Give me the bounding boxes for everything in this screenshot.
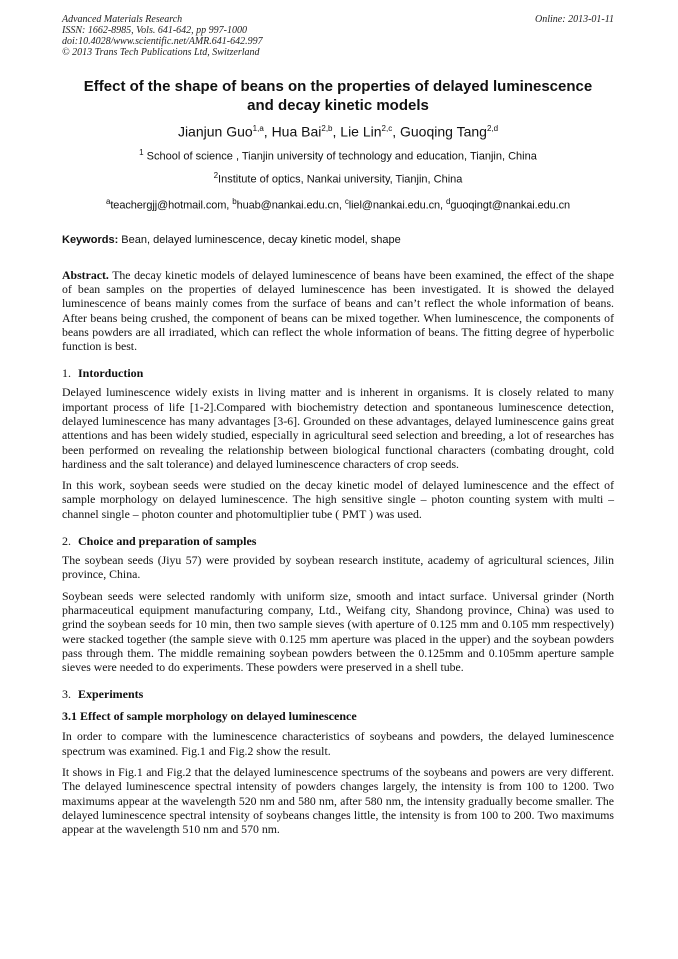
title-line-2: and decay kinetic models	[247, 96, 429, 114]
section-title: Intorduction	[78, 366, 144, 381]
paper-page	[62, 14, 614, 837]
author-sup: 2,c	[381, 124, 393, 133]
paragraph: The soybean seeds (Jiyu 57) were provided by soybean research institute, academy of agricultural sciences, Jilin province, China.	[62, 553, 614, 582]
affiliation-sup: 2	[213, 171, 219, 181]
paragraph: Delayed luminescence widely exists in living matter and is inherent in organisms. It is closely related to many important process of life [1-2].Compared with biochemistry detection and spontaneous luminescence detection, delayed luminescence has many advantages [3-6]. Grounded on these advantages, delayed luminescence gains great attentions and has been widely studied, especially in agricultural seed selection and breeding, a lot of researches has been performed on revealing the relationship between biological functional characters (combating drought, cold hardiness and the salt tolerance) and delayed luminescence characters of crop seeds.	[62, 385, 614, 471]
title-line-1: Effect of the shape of beans on the properties of delayed luminescence	[83, 78, 593, 95]
subsection-heading: 3.1 Effect of sample morphology on delayed luminescence	[62, 709, 357, 724]
author-sup: 2,d	[486, 124, 499, 133]
email-sup: c	[344, 196, 349, 206]
email-sup: a	[105, 196, 111, 206]
online-date: Online: 2013-01-11	[535, 14, 614, 25]
email-text: liel@nankai.edu.cn,	[348, 199, 446, 212]
section-number: 3.	[62, 687, 71, 702]
email-text: huab@nankai.edu.cn,	[236, 199, 345, 212]
paragraph: Soybean seeds were selected randomly with uniform size, smooth and intact surface. Universal grinder (North pharmaceutical equipment manufacturing company, Ltd., Weifang city, Shandong province, China) was used to grind the soybean seeds for 10 min, then two sample sieves (with aperture of 0.125 mm and 0.105 mm respectively) were stacked together (the sample sieve with 0.125 mm aperture was placed in the upper) and the soybean powders pass through them. The middle remaining soybean powders between the 0.125mm and 0.105mm aperture sample sieves were needed to do experiments. These powders were preserved in a shell tube.	[62, 588, 614, 675]
paragraph: It shows in Fig.1 and Fig.2 that the delayed luminescence spectrums of the soybeans and powers are very different. The delayed luminescence spectral intensity of powders changes largely, the intensity is from 100 to 1200. Two maximums appear at the wavelength 520 nm and 580 nm, after 580 nm, the intensity gradually become smaller. The delayed luminescence spectral intensity of soybeans changes little, the intensity is from 100 to 200. Two maximums appear at the wavelength 510 nm and 570 nm.	[62, 765, 614, 837]
keywords-text: Bean, delayed luminescence, decay kinetic model, shape	[118, 233, 401, 246]
abstract	[62, 268, 614, 354]
journal-header	[62, 14, 614, 64]
email-sup: b	[232, 196, 237, 206]
section-heading-experiments	[62, 687, 614, 701]
affiliation-sup: 1	[139, 147, 144, 157]
keywords	[62, 233, 614, 248]
author-name: Lie Lin	[340, 123, 382, 140]
author-list: Jianjun Guo$^{1,a}$, Hua Bai$^{2,b}$, Lie Lin$^{2,c}$, Guoqing Tang$^{2,d}$	[177, 123, 499, 140]
abstract-text: The decay kinetic models of delayed luminescence of beans have been examined, the effect of the shape of bean samples on the properties of delayed luminescence has been investigated. It is showed the delayed luminescence of beans mainly comes from the surface of beans and can’t reflect the whole information of beans. After beans being crushed, the component of beans can be mixed together. When luminescence, the components of beans powders are all irradiated, which can reflect the whole information of beans. The fitting degree of hyperbolic function is best.	[62, 267, 614, 354]
email-list	[62, 194, 614, 214]
author-name: Guoqing Tang	[400, 123, 487, 140]
paper-title	[62, 78, 614, 115]
email-text: guoqingt@nankai.edu.cn	[450, 199, 570, 212]
author-sup: 2,b	[321, 124, 333, 133]
affiliation-text: Institute of optics, Nankai university, Tianjin, China	[218, 173, 463, 186]
section-heading-introduction	[62, 366, 614, 380]
doi-line: doi:10.4028/www.scientific.net/AMR.641-642.997	[62, 36, 263, 47]
author-name: Jianjun Guo	[177, 123, 253, 140]
copyright-line: © 2013 Trans Tech Publications Ltd, Switzerland	[62, 47, 260, 58]
section-title: Experiments	[78, 687, 144, 702]
journal-name: Advanced Materials Research	[62, 14, 183, 25]
author-name: Hua Bai	[271, 123, 322, 140]
paragraph: In this work, soybean seeds were studied on the decay kinetic model of delayed luminescence and the effect of sample morphology on delayed luminescence. The high sensitive single – photon counting system with multi – channel single – photon counter and photomultiplier tube ( PMT ) was used.	[62, 478, 614, 521]
section-title: Choice and preparation of samples	[78, 534, 257, 549]
author-sup: 1,a	[252, 124, 264, 133]
affiliation-2	[62, 168, 614, 188]
keywords-label: Keywords:	[62, 233, 119, 246]
affiliation-1	[62, 145, 614, 165]
email-text: teachergjj@hotmail.com,	[110, 199, 233, 212]
section-number: 2.	[62, 534, 71, 549]
section-number: 1.	[62, 366, 71, 381]
section-heading-samples	[62, 534, 614, 548]
email-sup: d	[445, 196, 451, 206]
affiliation-text: School of science , Tianjin university of technology and education, Tianjin, China	[143, 150, 537, 163]
issn-line: ISSN: 1662-8985, Vols. 641-642, pp 997-1000	[62, 25, 247, 36]
paragraph: In order to compare with the luminescence characteristics of soybeans and powders, the delayed luminescence spectrum was examined. Fig.1 and Fig.2 show the result.	[62, 729, 614, 758]
abstract-label: Abstract.	[62, 267, 109, 282]
